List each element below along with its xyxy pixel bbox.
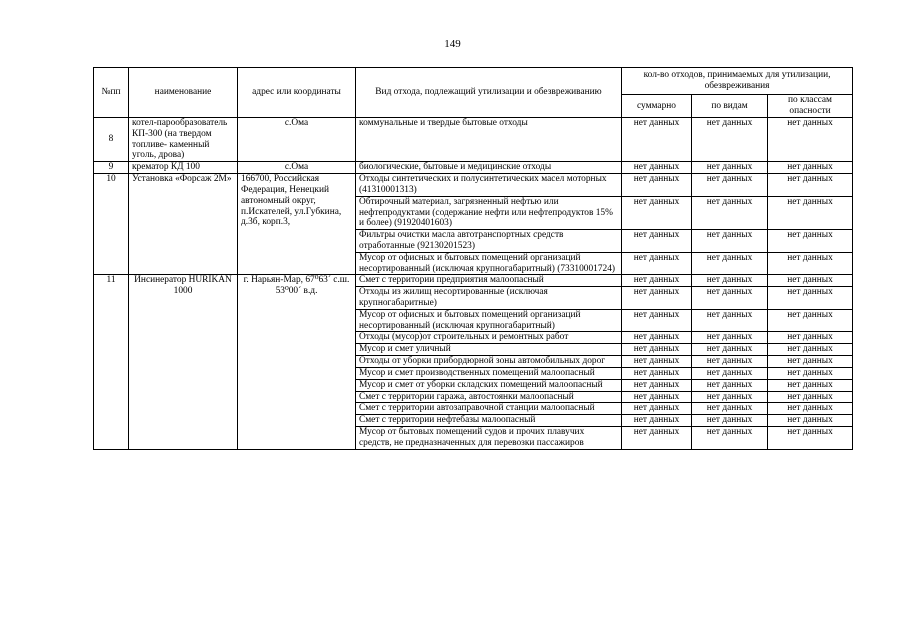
quantity-total: нет данных — [622, 162, 692, 174]
facility-number: 8 — [94, 118, 129, 162]
quantity-by-type: нет данных — [692, 252, 768, 275]
facility-number: 9 — [94, 162, 129, 174]
quantity-total: нет данных — [622, 415, 692, 427]
quantity-by-class: нет данных — [768, 367, 853, 379]
quantity-by-class: нет данных — [768, 415, 853, 427]
quantity-by-type: нет данных — [692, 426, 768, 449]
quantity-total: нет данных — [622, 309, 692, 332]
quantity-by-class: нет данных — [768, 196, 853, 229]
waste-type: биологические, бытовые и медицинские отходы — [356, 162, 622, 174]
quantity-by-type: нет данных — [692, 174, 768, 197]
quantity-total: нет данных — [622, 367, 692, 379]
waste-type: Мусор и смет уличный — [356, 344, 622, 356]
quantity-by-class: нет данных — [768, 230, 853, 253]
waste-type: Отходы синтетических и полусинтетических масел моторных (41310001313) — [356, 174, 622, 197]
waste-facilities-table — [93, 67, 853, 450]
facility-number: 10 — [94, 174, 129, 275]
quantity-by-type: нет данных — [692, 367, 768, 379]
facility-name: крематор КД 100 — [129, 162, 238, 174]
header-quantity: кол-во отходов, принимаемых для утилизации, обезвреживания — [622, 68, 853, 95]
waste-type: Мусор от бытовых помещений судов и прочих плавучих средств, не предназначенных для перевозки пассажиров — [356, 426, 622, 449]
quantity-total: нет данных — [622, 287, 692, 310]
quantity-by-class: нет данных — [768, 344, 853, 356]
waste-type: Фильтры очистки масла автотранспортных средств отработанные (92130201523) — [356, 230, 622, 253]
waste-type: Смет с территории нефтебазы малоопасный — [356, 415, 622, 427]
quantity-by-class: нет данных — [768, 252, 853, 275]
table-body — [94, 118, 853, 450]
waste-type: Мусор от офисных и бытовых помещений организаций несортированный (исключая крупногабаритный) (73310001724) — [356, 252, 622, 275]
quantity-by-type: нет данных — [692, 379, 768, 391]
quantity-total: нет данных — [622, 332, 692, 344]
quantity-by-type: нет данных — [692, 332, 768, 344]
waste-type: Мусор от офисных и бытовых помещений организаций несортированный (исключая крупногабаритный) — [356, 309, 622, 332]
quantity-by-class: нет данных — [768, 309, 853, 332]
quantity-total: нет данных — [622, 196, 692, 229]
header-name: наименование — [129, 68, 238, 118]
facility-address: с.Ома — [238, 162, 356, 174]
header-waste-type: Вид отхода, подлежащий утилизации и обезвреживанию — [356, 68, 622, 118]
quantity-by-class: нет данных — [768, 275, 853, 287]
quantity-total: нет данных — [622, 344, 692, 356]
quantity-total: нет данных — [622, 391, 692, 403]
page-number: 149 — [444, 38, 461, 50]
quantity-by-class: нет данных — [768, 162, 853, 174]
quantity-total: нет данных — [622, 230, 692, 253]
facility-address: 166700, Российская Федерация, Ненецкий автономный округ, п.Искателей, ул.Губкина, д.3б, корп.3, — [238, 174, 356, 275]
facility-name: Установка «Форсаж 2М» — [129, 174, 238, 275]
quantity-by-type: нет данных — [692, 415, 768, 427]
quantity-by-type: нет данных — [692, 287, 768, 310]
header-address: адрес или координаты — [238, 68, 356, 118]
quantity-total: нет данных — [622, 403, 692, 415]
waste-type: Мусор и смет от уборки складских помещений малоопасный — [356, 379, 622, 391]
quantity-by-type: нет данных — [692, 196, 768, 229]
facility-address: с.Ома — [238, 118, 356, 162]
quantity-total: нет данных — [622, 379, 692, 391]
table-row — [94, 162, 853, 174]
quantity-by-type: нет данных — [692, 344, 768, 356]
quantity-by-type: нет данных — [692, 403, 768, 415]
quantity-by-class: нет данных — [768, 287, 853, 310]
quantity-by-type: нет данных — [692, 118, 768, 162]
quantity-total: нет данных — [622, 275, 692, 287]
quantity-by-class: нет данных — [768, 379, 853, 391]
quantity-total: нет данных — [622, 252, 692, 275]
quantity-by-type: нет данных — [692, 391, 768, 403]
quantity-by-class: нет данных — [768, 356, 853, 368]
quantity-by-class: нет данных — [768, 332, 853, 344]
header-num: №пп — [94, 68, 129, 118]
header-by-type: по видам — [692, 95, 768, 118]
quantity-by-class: нет данных — [768, 118, 853, 162]
quantity-total: нет данных — [622, 356, 692, 368]
quantity-total: нет данных — [622, 118, 692, 162]
header-by-class: по классам опасности — [768, 95, 853, 118]
waste-type: Смет с территории автозаправочной станции малоопасный — [356, 403, 622, 415]
quantity-by-class: нет данных — [768, 426, 853, 449]
facility-number: 11 — [94, 275, 129, 449]
quantity-by-type: нет данных — [692, 356, 768, 368]
table-row — [94, 118, 853, 162]
waste-type: Мусор и смет производственных помещений малоопасный — [356, 367, 622, 379]
quantity-by-type: нет данных — [692, 309, 768, 332]
waste-type: Отходы из жилищ несортированные (исключая крупногабаритные) — [356, 287, 622, 310]
waste-type: Обтирочный материал, загрязненный нефтью или нефтепродуктами (содержание нефти или нефтепродуктов 15% и более) (91920401603) — [356, 196, 622, 229]
waste-type: Смет с территории предприятия малоопасный — [356, 275, 622, 287]
waste-type: Отходы (мусор)от строительных и ремонтных работ — [356, 332, 622, 344]
quantity-by-class: нет данных — [768, 174, 853, 197]
facility-address: г. Нарьян-Мар, 67⁰63´ с.ш. 53⁰00´ в.д. — [238, 275, 356, 449]
quantity-by-type: нет данных — [692, 275, 768, 287]
waste-type: Смет с территории гаража, автостоянки малоопасный — [356, 391, 622, 403]
quantity-by-type: нет данных — [692, 230, 768, 253]
facility-name: Инсинератор HURIKAN 1000 — [129, 275, 238, 449]
table-row — [94, 174, 853, 197]
quantity-by-class: нет данных — [768, 391, 853, 403]
facility-name: котел-парообразователь КП-300 (на твердом топливе- каменный уголь, дрова) — [129, 118, 238, 162]
waste-type: коммунальные и твердые бытовые отходы — [356, 118, 622, 162]
quantity-by-type: нет данных — [692, 162, 768, 174]
quantity-total: нет данных — [622, 174, 692, 197]
table-row — [94, 275, 853, 287]
quantity-by-class: нет данных — [768, 403, 853, 415]
waste-type: Отходы от уборки прибордюрной зоны автомобильных дорог — [356, 356, 622, 368]
header-total: суммарно — [622, 95, 692, 118]
quantity-total: нет данных — [622, 426, 692, 449]
